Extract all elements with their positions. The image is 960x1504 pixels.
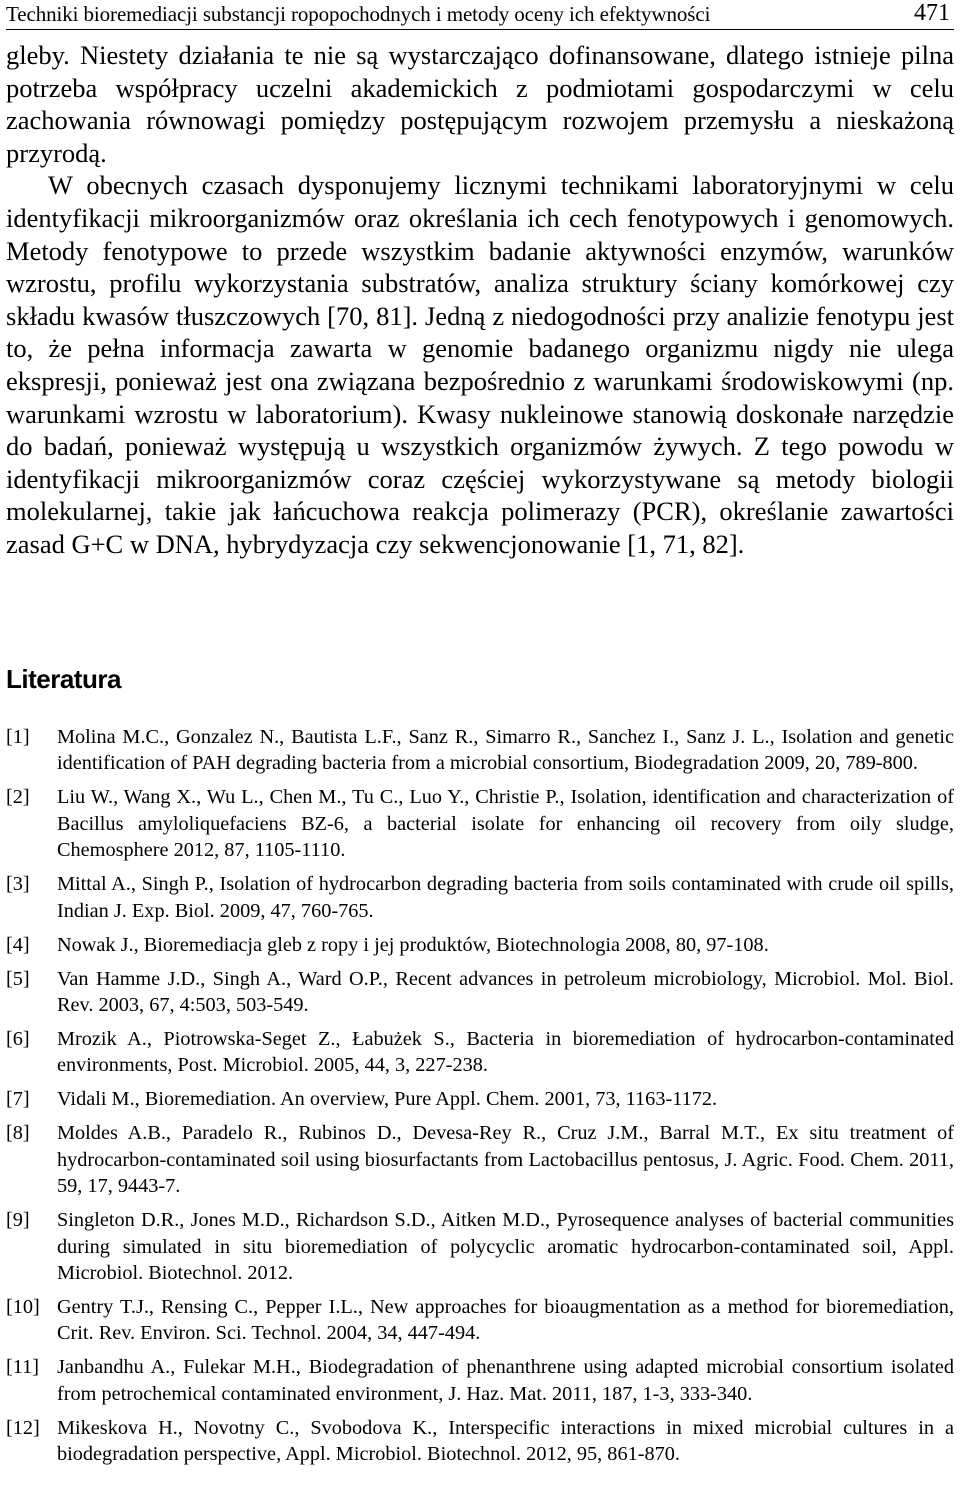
reference-number: [6] [6, 1028, 30, 1051]
reference-number: [4] [6, 933, 30, 956]
reference-text: Mittal A., Singh P., Isolation of hydrocarbon degrading bacteria from soils contaminated with crude oil spills, Indian J. Exp. Biol. 2009, 47, 760-765. [57, 873, 954, 922]
reference-item [6, 1026, 954, 1079]
reference-text: Mrozik A., Piotrowska-Seget Z., Łabużek S., Bacteria in bioremediation of hydrocarbon-contaminated environments, Post. Microbiol. 2005, 44, 3, 227-238. [57, 1028, 954, 1077]
reference-number: [10] [6, 1296, 40, 1319]
reference-number: [8] [6, 1122, 30, 1145]
reference-number: [9] [6, 1209, 30, 1232]
page-number: 471 [914, 0, 950, 26]
reference-number: [1] [6, 726, 30, 748]
reference-item [6, 784, 954, 863]
reference-item [6, 966, 954, 1019]
reference-item [6, 932, 954, 958]
reference-item [6, 1415, 954, 1468]
reference-text: Vidali M., Bioremediation. An overview, Pure Appl. Chem. 2001, 73, 1163-1172. [57, 1088, 718, 1111]
reference-number: [3] [6, 873, 30, 896]
reference-text: Nowak J., Bioremediacja gleb z ropy i jej produktów, Biotechnologia 2008, 80, 97-108. [57, 933, 769, 956]
reference-item [6, 1120, 954, 1199]
reference-text: Molina M.C., Gonzalez N., Bautista L.F., Sanz R., Simarro R., Sanchez I., Sanz J. L., Isolation and genetic identification of PAH degrading bacteria from a microbial consortium, Biodegradation 2009, 20, 789-800. [57, 726, 954, 775]
reference-text: Van Hamme J.D., Singh A., Ward O.P., Recent advances in petroleum microbiology, Microbiol. Mol. Biol. Rev. 2003, 67, 4:503, 503-549. [57, 967, 954, 1017]
reference-number: [2] [6, 786, 30, 809]
running-title: Techniki bioremediacji substancji ropopochodnych i metody oceny ich efektywności [6, 2, 711, 26]
reference-text: Gentry T.J., Rensing C., Pepper I.L., New approaches for bioaugmentation as a method for bioremediation, Crit. Rev. Environ. Sci. Technol. 2004, 34, 447-494. [57, 1296, 954, 1345]
paragraph: W obecnych czasach dysponujemy licznymi technikami laboratoryjnymi w celu identyfikacji mikroorganizmów oraz określania ich cech fenotypowych i genomowych. Metody fenotypowe to przede wszystkim badanie aktywności enzymów, warunków wzrostu, profilu wykorzystania substratów, analiza struktury ściany komórkowej czy składu kwasów tłuszczowych [70, 81]. Jedną z niedogodności przy analizie fenotypu jest to, że pełna informacja zawarta w genomie badanego organizmu nigdy nie ulega ekspresji, ponieważ jest ona związana bezpośrednio z warunkami środowiskowymi (np. warunkami wzrostu w laboratorium). Kwasy nukleinowe stanowią doskonałe narzędzie do badań, ponieważ występują u wszystkich organizmów żywych. Z tego powodu w identyfikacji mikroorganizmów coraz częściej wykorzystywane są metody biologii molekularnej, takie jak łańcuchowa reakcja polimerazy (PCR), określanie zawartości zasad G+C w DNA, hybrydyzacja czy sekwencjonowanie [1, 71, 82]. [6, 170, 954, 559]
reference-item [6, 871, 954, 924]
reference-text: Moldes A.B., Paradelo R., Rubinos D., Devesa-Rey R., Cruz J.M., Barral M.T., Ex situ treatment of hydrocarbon-contaminated soil using biosurfactants from Lactobacillus pentosus, J. Agric. Food. Chem. 2011, 59, 17, 9443-7. [57, 1122, 954, 1198]
reference-number: [5] [6, 967, 30, 990]
reference-item [6, 1207, 954, 1286]
reference-item [6, 1354, 954, 1407]
reference-number: [11] [6, 1356, 40, 1379]
reference-item [6, 724, 954, 777]
running-header [6, 0, 954, 30]
reference-number: [7] [6, 1088, 30, 1111]
reference-text: Janbandhu A., Fulekar M.H., Biodegradation of phenanthrene using adapted microbial consortium isolated from petrochemical contaminated environment, J. Haz. Mat. 2011, 187, 1-3, 333-340. [57, 1356, 954, 1405]
reference-text: Liu W., Wang X., Wu L., Chen M., Tu C., Luo Y., Christie P., Isolation, identification and characterization of Bacillus amyloliquefaciens BZ-6, a bacterial isolate for enhancing oil recovery from oily sludge, Chemosphere 2012, 87, 1105-1110. [57, 786, 954, 862]
reference-text: Mikeskova H., Novotny C., Svobodova K., Interspecific interactions in mixed microbial cultures in a biodegradation perspective, Appl. Microbiol. Biotechnol. 2012, 95, 861-870. [57, 1416, 954, 1466]
reference-item [6, 1294, 954, 1347]
references-heading: Literatura [6, 664, 121, 694]
reference-list [6, 724, 954, 1475]
body-text [6, 39, 954, 561]
reference-text: Singleton D.R., Jones M.D., Richardson S.D., Aitken M.D., Pyrosequence analyses of bacterial communities during simulated in situ bioremediation of polycyclic aromatic hydrocarbon-contaminated soil, Appl. Microbiol. Biotechnol. 2012. [57, 1209, 954, 1285]
reference-number: [12] [6, 1416, 40, 1439]
reference-item [6, 1086, 954, 1112]
paragraph: gleby. Niestety działania te nie są wystarczająco dofinansowane, dlatego istnieje pilna potrzeba współpracy uczelni akademickich z podmiotami gospodarczymi w celu zachowania równowagi pomiędzy postępującym rozwojem przemysłu a nieskażoną przyrodą. [6, 40, 954, 168]
